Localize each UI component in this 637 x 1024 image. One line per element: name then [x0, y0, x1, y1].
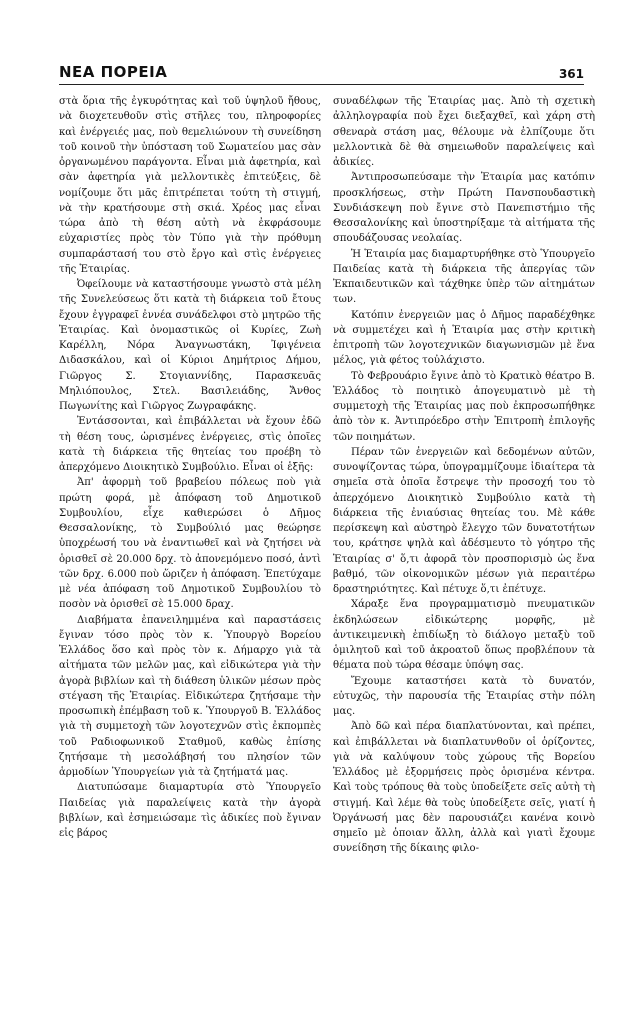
paragraph: Χάραξε ἕνα προγραμματισμὸ πνευματικῶν ἐκδηλώσεων εἰδικώτερης μορφῆς, μὲ ἀντικειμενικὴ ἐπιδίωξη τὸ διάλογο μεταξὺ τοῦ ὁμιλητοῦ καὶ τοῦ ἀκροατοῦ ὅπως προβλέπουν τὰ θέματα ποὺ τώρα θέσαμε ὑπόψη σας.: [333, 599, 595, 672]
paragraph: Διατυπώσαμε διαμαρτυρία στὸ Ὑπουργεῖο Παιδείας γιὰ παραλείψεις κατὰ τὴν ἀγορὰ βιβλίων, καὶ ἐσημειώσαμε τὶς ἀδικίες ποὺ ἔγιναν εἰς βάρος: [59, 782, 321, 839]
paragraph: Ἀπὸ δῶ καὶ πέρα διαπλατύνονται, καὶ πρέπει, καὶ ἐπιβάλλεται νὰ διαπλατυνθοῦν οἱ ὁρίζοντες, γιὰ νὰ καλύψουν τοὺς χώρους τῆς Βορείου Ἑλλάδος μὲ ἐξορμήσεις πρὸς ὁρισμένα κέντρα. Καὶ τοὺς τρόπους θὰ τοὺς ὑποδείξετε σεῖς αὐτὴ τὴ στιγμή. Καὶ λέμε θὰ τοὺς ὑποδείξετε σεῖς, γιατί ἡ Ὀργάνωσή μας δὲν παρουσιάζει κανένα κοινὸ σημεῖο μὲ ὁποιαν ἄλλη, ἀλλὰ καὶ γιατὶ ἔχουμε συνείδηση τῆς δίκαιης φιλο-: [333, 721, 595, 855]
journal-title: ΝΕΑ ΠΟΡΕΙΑ: [59, 63, 168, 81]
right-column: [333, 94, 595, 1012]
paragraph: Διαβήματα ἐπανειλημμένα καὶ παραστάσεις ἔγιναν τόσο πρὸς τὸν κ. Ὑπουργὸ Βορείου Ἑλλάδος ὅσο καὶ πρὸς τὸν κ. Δήμαρχο γιὰ τὰ αἰτήματα τῶν μελῶν μας, καὶ εἰδικώτερα γιὰ τὴν ἀγορὰ βιβλίων καὶ τὴ διάθεση ὑλικῶν μέσων πρὸς στέγαση τῆς Ἑταιρίας. Εἰδικώτερα ζητήσαμε τὴν προσωπικὴ ἐπέμβαση τοῦ κ. Ὑπουργοῦ Β. Ἑλλάδος γιὰ τὴ συμμετοχὴ τῶν λογοτεχνῶν στὶς ἐκπομπὲς τοῦ Ραδιοφωνικοῦ Σταθμοῦ, καθὼς ἐπίσης ζητήσαμε τὴ μεσολάβησή του πλησίον τῶν ἁρμοδίων Ὑπουργείων γιὰ τὰ ζητήματά μας.: [59, 614, 321, 778]
paragraph: Ἀπ' ἀφορμὴ τοῦ βραβείου πόλεως ποὺ γιὰ πρώτη φορά, μὲ ἀπόφαση τοῦ Δημοτικοῦ Συμβουλίου, εἶχε καθιερώσει ὁ Δῆμος Θεσσαλονίκης, τὸ Συμβούλιό μας θεώρησε ὑποχρέωσή του νὰ ἐναντιωθεῖ καὶ νὰ ζητήσει νὰ ὁρισθεῖ σὲ 20.000 δρχ. τὸ ἀπονεμόμενο ποσό, ἀντὶ τῶν δρχ. 6.000 ποὺ ὥριζεν ἡ ἀπόφαση. Ἐπετύχαμε μὲ νέα ἀπόφαση τοῦ Δημοτικοῦ Συμβουλίου τὸ ποσὸν νὰ ὁρισθεῖ σὲ 15.000 δραχ.: [59, 477, 321, 611]
paragraph: Πέραν τῶν ἐνεργειῶν καὶ δεδομένων αὐτῶν, συνοψίζοντας τώρα, ὑπογραμμίζουμε ἰδιαίτερα τὰ σημεῖα στὰ ὁποῖα ἔστρεψε τὴν προσοχή του τὸ ἀπερχόμενο Διοικητικὸ Συμβούλιο κατὰ τὴ διάρκεια τῆς ἐνιαύσιας θητείας του. Μὲ κάθε περίσκεψη καὶ αὐστηρὸ ἔλεγχο τῶν δυνατοτήτων του, κράτησε ψηλὰ καὶ ἀδέσμευτο τὸ γόητρο τῆς Ἑταιρίας σ' ὅ,τι ἀφορᾶ τὸν προσπορισμὸ ὡς ἕνα βαθμό, τῶν οἰκονομικῶν μέσων γιὰ περαιτέρω δραστηριότητες. Καὶ πέτυχε ὅ,τι ἐπέτυχε.: [333, 446, 595, 595]
paragraph: Ἔχουμε καταστήσει κατὰ τὸ δυνατόν, εὐτυχῶς, τὴν παρουσία τῆς Ἑταιρίας στὴν πόλη μας.: [333, 675, 595, 717]
paragraph: Κατόπιν ἐνεργειῶν μας ὁ Δῆμος παραδέχθηκε νὰ συμμετέχει καὶ ἡ Ἑταιρία μας στὴν κριτικὴ ἐπιτροπὴ τῶν λογοτεχνικῶν διαγωνισμῶν μὲ ἕνα μέλος, γιὰ φέτος τοὐλάχιστο.: [333, 309, 595, 367]
page-number: 361: [558, 67, 584, 81]
paragraph: συναδέλφων τῆς Ἑταιρίας μας. Ἀπὸ τὴ σχετικὴ ἀλληλογραφία ποὺ ἔχει διεξαχθεῖ, καὶ χάρη στὴ σθεναρὰ στάση μας, θέλουμε νὰ ἐλπίζουμε ὅτι μελλοντικὰ δὲ θὰ σημειωθοῦν παραλείψεις καὶ ἀδικίες.: [333, 96, 595, 168]
paragraph: Ἐντάσσονται, καὶ ἐπιβάλλεται νὰ ἔχουν ἐδῶ τὴ θέση τους, ὡρισμένες ἐνέργειες, στὶς ὁποῖες κατὰ τὴ διάρκεια τῆς θητείας του προέβη τὸ ἀπερχόμενο Διοικητικὸ Συμβούλιο. Εἶναι οἱ ἑξῆς:: [59, 416, 321, 473]
paragraph: Ἀντιπροσωπεύσαμε τὴν Ἑταιρία μας κατόπιν προσκλήσεως, στὴν Πρώτη Πανσπουδαστικὴ Συνδιάσκεψη ποὺ ἔγινε στὸ Πανεπιστήμιο τῆς Θεσσαλονίκης καὶ ὑποστηρίξαμε τὰ αἰτήματα τῆς σπουδάζουσας νεολαίας.: [333, 172, 595, 245]
paragraph: Ὀφείλουμε νὰ καταστήσουμε γνωστὸ στὰ μέλη τῆς Συνελεύσεως ὅτι κατὰ τὴ διάρκεια τοῦ ἔτους ἔχουν ἐγγραφεῖ ἐννέα συνάδελφοι στὸ μητρῶο τῆς Ἑταιρίας. Καὶ ὀνομαστικῶς οἱ Κυρίες, Ζωὴ Καρέλλη, Νόρα Ἀναγνωστάκη, Ἰφιγένεια Διδασκάλου, καὶ οἱ Κύριοι Δημήτριος Δήμου, Γιῶργος Σ. Στογιαννίδης, Παρασκευᾶς Μηλιόπουλος, Στελ. Βασιλειάδης, Ἄνθος Πωγωνίτης καὶ Γιῶργος Ζωγραφάκης.: [59, 279, 321, 412]
paragraph: Ἡ Ἑταιρία μας διαμαρτυρήθηκε στὸ Ὑπουργεῖο Παιδείας κατὰ τὴ διάρκεια τῆς ἀπεργίας τῶν Ἐκπαιδευτικῶν καὶ τάχθηκε ὑπὲρ τῶν αἰτημάτων των.: [333, 248, 595, 306]
paragraph: Τὸ Φεβρουάριο ἔγινε ἀπὸ τὸ Κρατικὸ θέατρο Β. Ἑλλάδος τὸ ποιητικὸ ἀπογευματινὸ μὲ τὴ συμμετοχὴ τῆς Ἑταιρίας μας ποὺ ἐκπροσωπήθηκε ἀπὸ τὸν κ. Ἀντιπρόεδρο στὴν Ἐπιτροπὴ ἐπιλογῆς τῶν ποιημάτων.: [333, 370, 595, 443]
paragraph: στὰ ὅρια τῆς ἐγκυρότητας καὶ τοῦ ὑψηλοῦ ἤθους, νὰ διοχετευθοῦν στὶς στῆλες του, πληροφορίες καὶ ἐνέργειές μας, ποὺ θεμελιώνουν τὴ συνείδηση τοῦ κοινοῦ τὴν ὑπόσταση τοῦ Σωματείου μας σὰν ὀργανωμένου παράγοντα. Εἶναι μιὰ ἀφετηρία, καὶ σὰν ἀφετηρία γιὰ μελλοντικὲς ἐπιτεύξεις, δὲ νομίζουμε ὅτι μᾶς ἐπιτρέπεται τούτη τὴ στιγμή, νὰ τὴν κρατήσουμε στὴ σκιά. Χρέος μας εἶναι τώρα ἀπὸ τὴ θέση αὐτὴ νὰ ἐκφράσουμε εὐχαριστίες πρὸς τὸν Τύπο γιὰ τὴν πρόθυμη συμπαράστασή του στὸ ἔργο καὶ στὶς ἐνέργειες τῆς Ἑταιρίας.: [59, 96, 321, 275]
running-header: [59, 60, 584, 85]
left-column: [59, 94, 321, 1012]
